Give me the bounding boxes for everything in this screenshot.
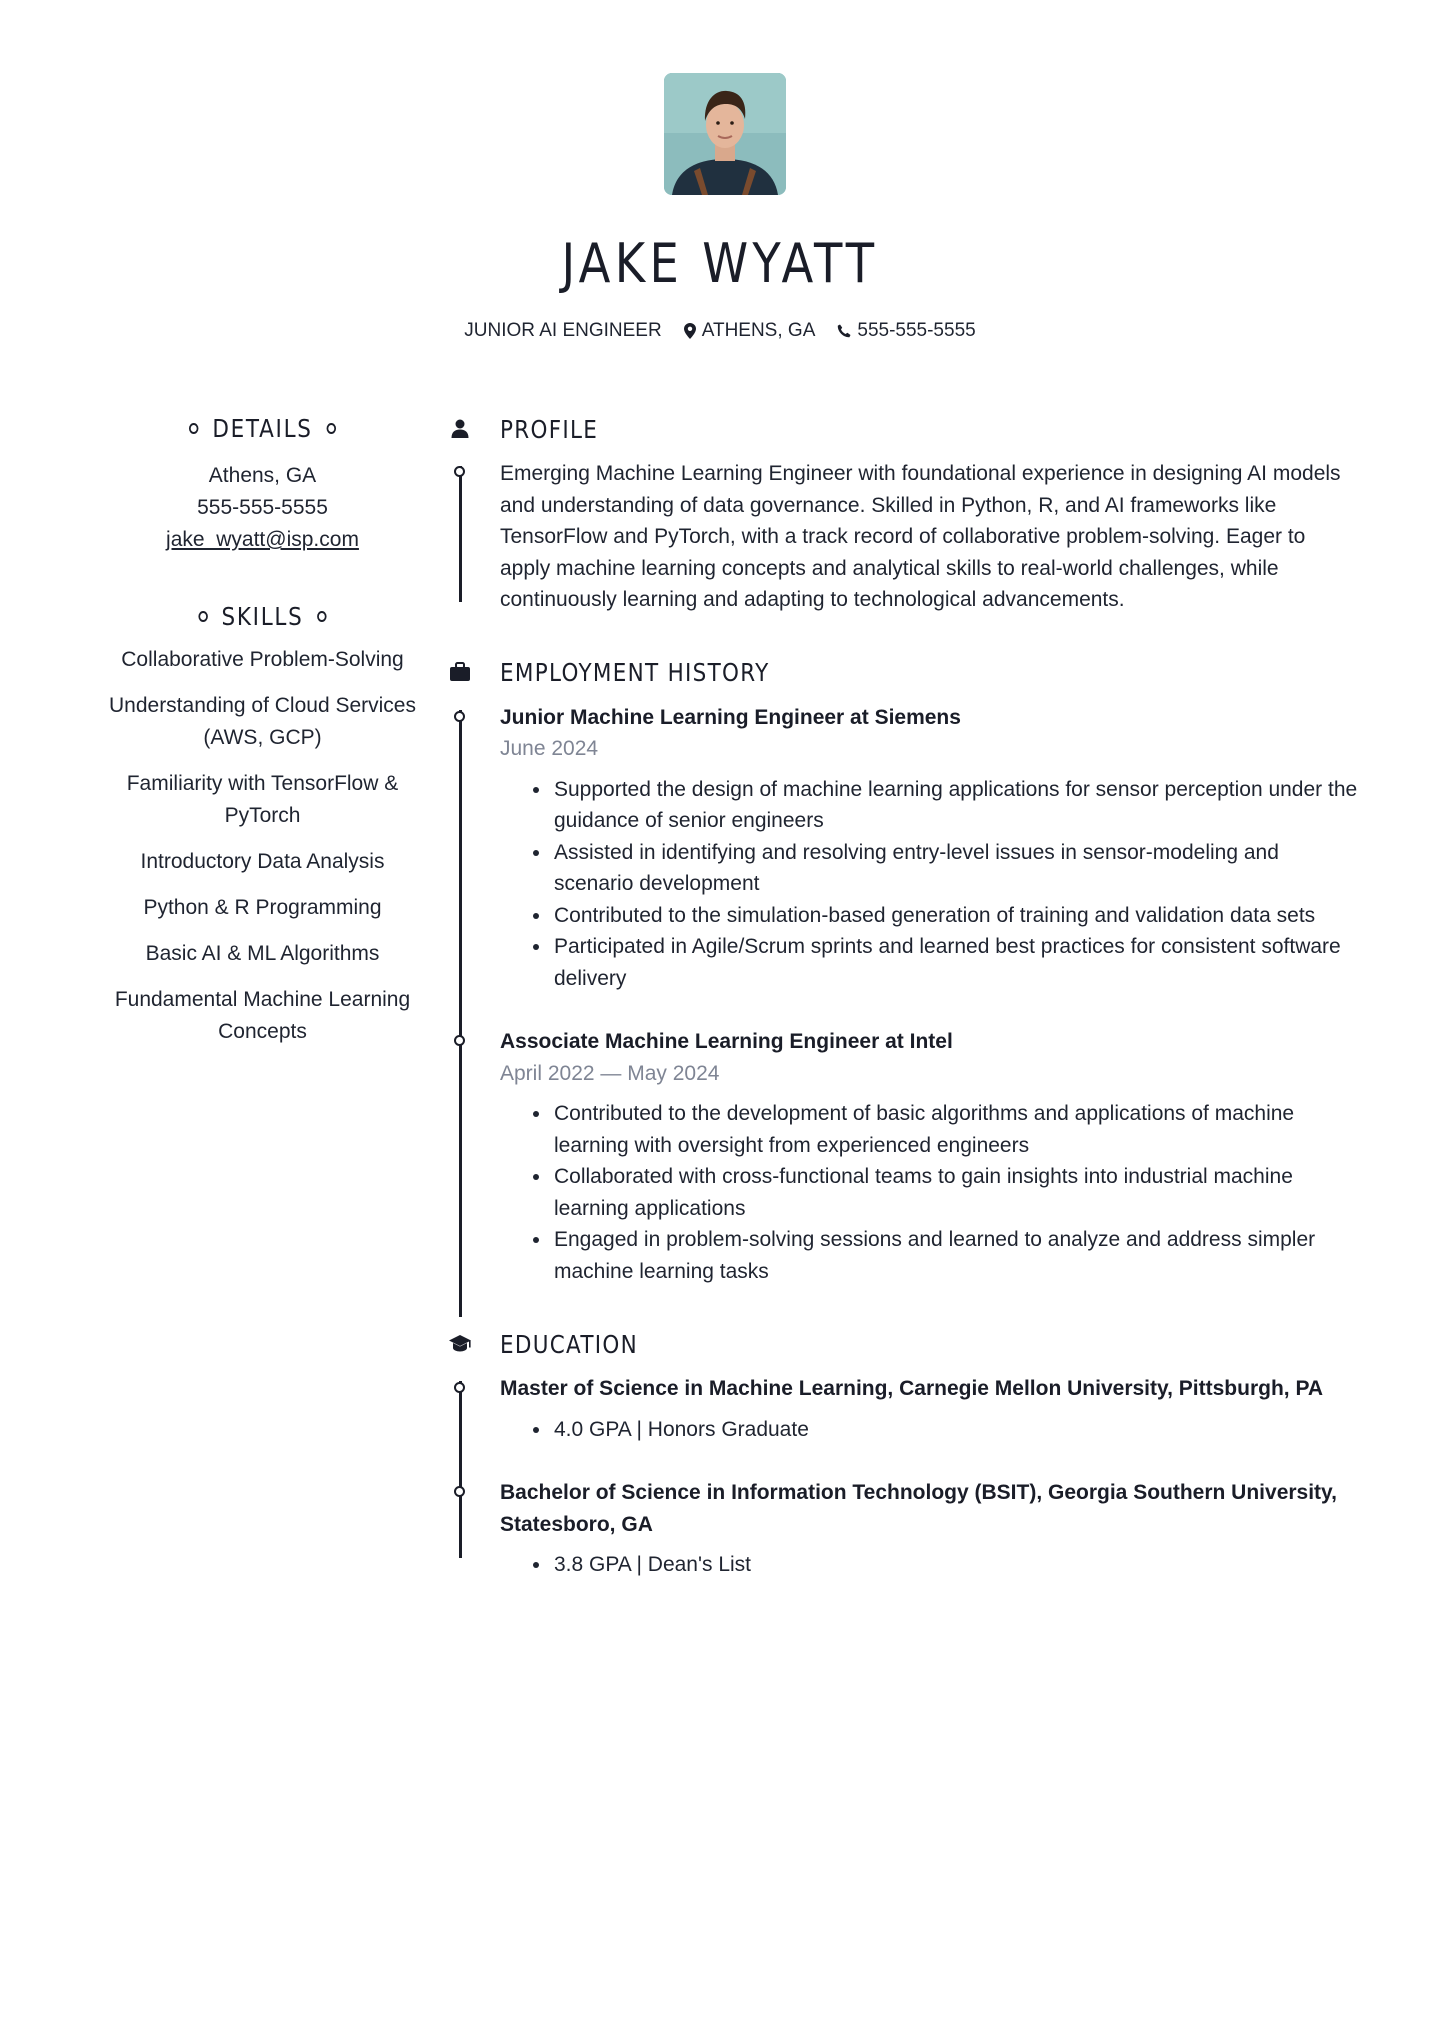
timeline-node [454, 466, 465, 477]
skills-list [90, 644, 435, 1048]
education-entry [500, 1373, 1360, 1445]
timeline-node [454, 1035, 465, 1046]
profile-title: PROFILE [500, 414, 599, 444]
education-bullets [500, 1414, 1360, 1446]
details-city: Athens, GA [208, 464, 317, 487]
sidebar [90, 408, 435, 1048]
header-subline [0, 318, 1440, 344]
job-title-text: JUNIOR AI ENGINEER [464, 320, 662, 341]
location-text: ATHENS, GA [701, 320, 816, 341]
job-bullets [500, 774, 1360, 995]
profile-header [500, 408, 1360, 450]
map-pin-icon [684, 323, 696, 339]
briefcase-icon [448, 660, 472, 684]
education-entry-title: Master of Science in Machine Learning, Carnegie Mellon University, Pittsburgh, PA [500, 1377, 1324, 1400]
candidate-name: JAKE WYATT [561, 232, 879, 295]
job-bullet: • Collaborated with cross-functional teams to gain insights into industrial machine learning applications [552, 1161, 1360, 1224]
timeline-node [454, 711, 465, 722]
job-entry-title: Junior Machine Learning Engineer at Siemens [500, 705, 961, 729]
location [684, 320, 816, 342]
timeline-node [454, 1382, 465, 1393]
bullet-ring-icon [198, 611, 207, 622]
education-bullet: • 4.0 GPA | Honors Graduate [552, 1414, 1360, 1446]
employment-header [500, 652, 1360, 694]
employment-title: EMPLOYMENT HISTORY [500, 658, 770, 687]
details-heading-text: DETAILS [212, 413, 313, 443]
timeline-line [459, 466, 462, 602]
timeline-line [459, 1381, 462, 1558]
job-bullet: • Assisted in identifying and resolving entry-level issues in sensor-modeling and scenario development [552, 837, 1360, 900]
skills-heading [114, 596, 411, 636]
job-bullet: • Participated in Agile/Scrum sprints and learned best practices for consistent software delivery [552, 931, 1360, 994]
phone [837, 320, 975, 342]
skill-item: Familiarity with TensorFlow & PyTorch [126, 772, 399, 827]
skill-item: Basic AI & ML Algorithms [145, 942, 380, 965]
education-section [500, 1323, 1360, 1581]
phone-text: 555-555-5555 [857, 320, 976, 341]
job-entry-date: April 2022 — May 2024 [500, 1061, 720, 1085]
avatar-image [664, 73, 786, 195]
job-entry-date: June 2024 [500, 737, 599, 760]
job-bullet: • Contributed to the simulation-based generation of training and validation data sets [552, 900, 1360, 932]
profile-section [500, 408, 1360, 616]
education-header [500, 1323, 1360, 1365]
skill-item: Introductory Data Analysis [140, 850, 385, 873]
person-icon [448, 416, 472, 440]
skill-item: Collaborative Problem-Solving [121, 648, 404, 671]
details-email-link[interactable]: jake_wyatt@isp.com [166, 528, 359, 551]
profile-summary: Emerging Machine Learning Engineer with foundational experience in designing AI models and understanding of data governance. Skilled in Python, R, and AI frameworks like TensorFlow and PyTorch, with a track record of collaborative problem-solving. Eager to apply machine learning concepts and analytical skills to real-world challenges, while continuously learning and adapting to technological advancements. [500, 462, 1341, 611]
education-title: EDUCATION [500, 1329, 639, 1359]
education-bullet: • 3.8 GPA | Dean's List [552, 1549, 1360, 1581]
details-heading [114, 408, 411, 448]
skills-heading-text: SKILLS [221, 601, 304, 631]
bullet-ring-icon [317, 611, 326, 622]
job-entry-title: Associate Machine Learning Engineer at Intel [500, 1030, 953, 1053]
graduation-cap-icon [448, 1331, 472, 1355]
job-bullet: • Engaged in problem-solving sessions and learned to analyze and address simpler machine learning tasks [552, 1224, 1360, 1287]
skill-item: Understanding of Cloud Services (AWS, GCP) [108, 694, 416, 749]
details-block [90, 460, 435, 556]
job-bullet: • Supported the design of machine learning applications for sensor perception under the guidance of senior engineers [552, 774, 1360, 837]
phone-icon [837, 324, 851, 338]
education-entry [500, 1477, 1360, 1581]
bullet-ring-icon [326, 423, 335, 434]
education-entry-title: Bachelor of Science in Information Technology (BSIT), Georgia Southern University, Statesboro, GA [500, 1481, 1338, 1536]
job-bullets [500, 1098, 1360, 1287]
main-content [500, 408, 1360, 1581]
timeline-node [454, 1486, 465, 1497]
job-entry [500, 702, 1360, 995]
timeline-line [459, 710, 462, 1317]
profile-photo [664, 73, 786, 195]
employment-section [500, 652, 1360, 1288]
education-bullets [500, 1549, 1360, 1581]
job-entry [500, 1026, 1360, 1287]
details-phone: 555-555-5555 [197, 496, 328, 519]
skill-item: Python & R Programming [143, 896, 382, 919]
skill-item: Fundamental Machine Learning Concepts [114, 988, 411, 1043]
job-bullet: • Contributed to the development of basic algorithms and applications of machine learning with oversight from experienced engineers [552, 1098, 1360, 1161]
job-title [464, 320, 661, 342]
bullet-ring-icon [189, 423, 198, 434]
